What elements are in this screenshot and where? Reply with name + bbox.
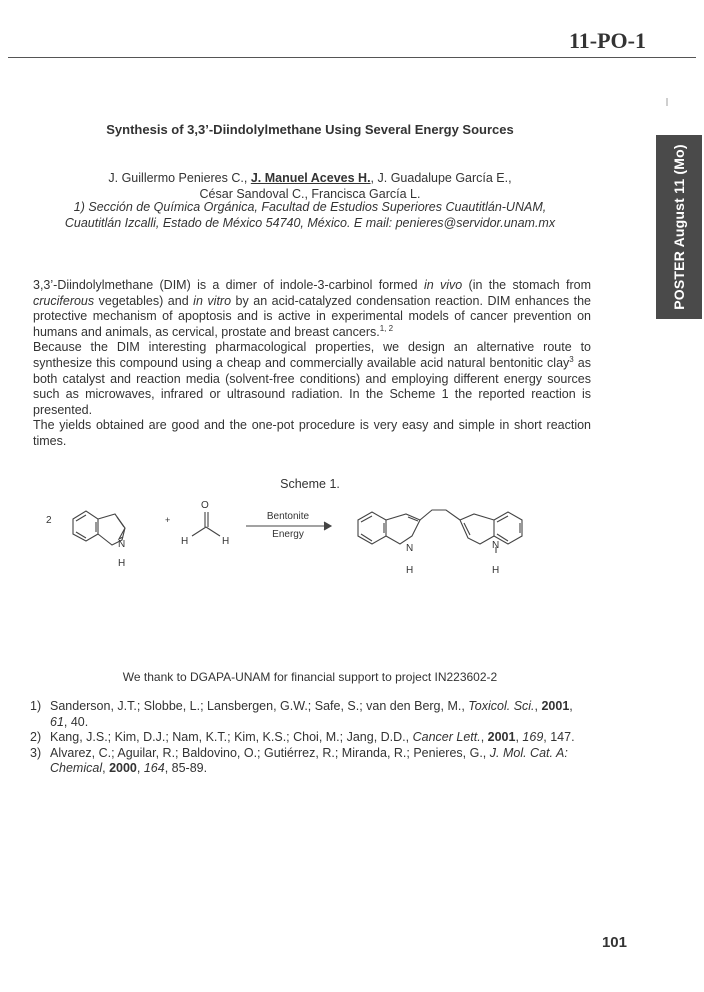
product-h-left: H [406, 565, 414, 576]
product-n-right: N [492, 540, 500, 551]
p2-citation: 3 [569, 354, 574, 364]
reference-year: 2000 [109, 761, 137, 776]
plus-sign: + [165, 515, 171, 525]
reference-item [30, 746, 590, 777]
reference-separator: , [102, 761, 110, 776]
reference-authors: Kang, J.S.; Kim, D.J.; Nam, K.T.; Kim, K.S.; Choi, M.; Jang, D.D., [50, 730, 413, 745]
formaldehyde-o-label: O [201, 500, 209, 511]
reference-year: 2001 [487, 730, 516, 745]
indole-h-label: H [118, 558, 126, 569]
scan-speck [666, 98, 668, 106]
reference-journal: Toxicol. Sci. [468, 699, 535, 713]
product-h-right: H [492, 565, 500, 576]
reference-separator: , [569, 699, 573, 713]
header-rule [8, 57, 696, 58]
reference-authors: Alvarez, C.; Aguilar, R.; Baldovino, O.; Gutiérrez, R.; Miranda, R.; Penieres, G., [50, 745, 490, 760]
abstract-paragraph-3: The yields obtained are good and the one-pot procedure is very easy and simple in short reaction times. [33, 418, 591, 448]
formaldehyde-h-left: H [181, 536, 189, 547]
poster-side-tab [656, 135, 702, 319]
reference-journal: J. Mol. Cat. A: Chemical [50, 745, 568, 776]
session-code: 11-PO-1 [569, 28, 646, 53]
reference-item [30, 699, 590, 730]
presenting-author: J. Manuel Aceves H. [250, 171, 371, 185]
product-n-left: N [406, 543, 414, 554]
affiliation-line1: 1) Sección de Química Orgánica, Facultad de Estudios Superiores Cuautitlán-UNAM, [73, 200, 547, 214]
reference-year: 2001 [541, 699, 570, 713]
acknowledgement: We thank to DGAPA-UNAM for financial support to project IN223602-2 [122, 670, 498, 684]
affiliation [0, 199, 620, 231]
reference-number: 2) [30, 730, 42, 745]
indole-n-label: N [118, 539, 126, 550]
reference-number: 3) [30, 745, 42, 760]
reference-pages: , 85-89. [164, 761, 208, 776]
paper-title: Synthesis of 3,3’-Diindolylmethane Using Several Energy Sources [106, 122, 514, 137]
authors-line1-a: J. Guillermo Penieres C., [108, 171, 251, 185]
p1-text-c: vegetables) and [94, 293, 194, 308]
reference-journal: Cancer Lett. [412, 730, 481, 745]
p1-text-a: 3,3’-Diindolylmethane (DIM) is a dimer of indole-3-carbinol formed [33, 278, 424, 292]
reference-separator: , [480, 730, 488, 745]
reference-separator: , [515, 730, 523, 745]
p1-in-vitro: in vitro [193, 293, 232, 308]
arrow-label-bottom: Energy [272, 529, 304, 540]
reference-item [30, 730, 590, 746]
scheme-coefficient: 2 [46, 515, 52, 526]
reference-list [30, 699, 590, 777]
poster-side-tab-label: POSTER August 11 (Mo) [671, 144, 687, 310]
p1-cruciferous: cruciferous [33, 293, 95, 308]
reaction-scheme [40, 490, 580, 585]
reference-pages: , 40. [63, 714, 89, 729]
reference-number: 1) [30, 699, 42, 713]
reference-volume: 61 [50, 714, 64, 729]
abstract-paragraph-1 [33, 278, 591, 340]
arrow-label-top: Bentonite [266, 511, 310, 522]
authors-line2: César Sandoval C., Francisca García L. [199, 187, 421, 201]
reference-separator: , [136, 761, 144, 776]
p2-text-a: Because the DIM interesting pharmacological properties, we design an alternative route to synthesize this compound using a cheap and commercially available acid natural bentonitic clay [33, 340, 591, 370]
p1-citation: 1, 2 [379, 323, 394, 333]
reference-volume: 169 [522, 730, 544, 745]
abstract-body [33, 278, 591, 450]
p1-text-d: by an acid-catalyzed condensation reaction. DIM enhances the protective mechanism of apoptosis and is active in experimental models of cancer prevention on humans and animals, as cervical, prostate and breast cancers. [33, 293, 591, 339]
scheme-title: Scheme 1. [280, 477, 340, 491]
affiliation-line2: Cuautitlán Izcalli, Estado de México 54740, México. E mail: penieres@servidor.unam.mx [64, 216, 556, 230]
author-list [0, 170, 620, 202]
formaldehyde-structure [192, 512, 220, 536]
reference-authors: Sanderson, J.T.; Slobbe, L.; Lansbergen, G.W.; Safe, S.; van den Berg, M., [50, 699, 469, 713]
p2-text-b: as both catalyst and reaction media (solvent-free conditions) and employing different energy sources such as microwaves, infrared or ultrasound radiation. In the Scheme 1 the reported reaction is presented. [33, 355, 591, 417]
reference-pages: , 147. [543, 730, 575, 745]
abstract-paragraph-2 [33, 340, 591, 418]
p1-in-vivo: in vivo [423, 278, 463, 292]
reference-separator: , [534, 699, 542, 713]
authors-line1-b: , J. Guadalupe García E., [370, 171, 512, 185]
reference-volume: 164 [143, 761, 165, 776]
page-number: 101 [601, 934, 627, 951]
formaldehyde-h-right: H [222, 536, 230, 547]
p1-text-b: (in the stomach from [462, 278, 592, 292]
